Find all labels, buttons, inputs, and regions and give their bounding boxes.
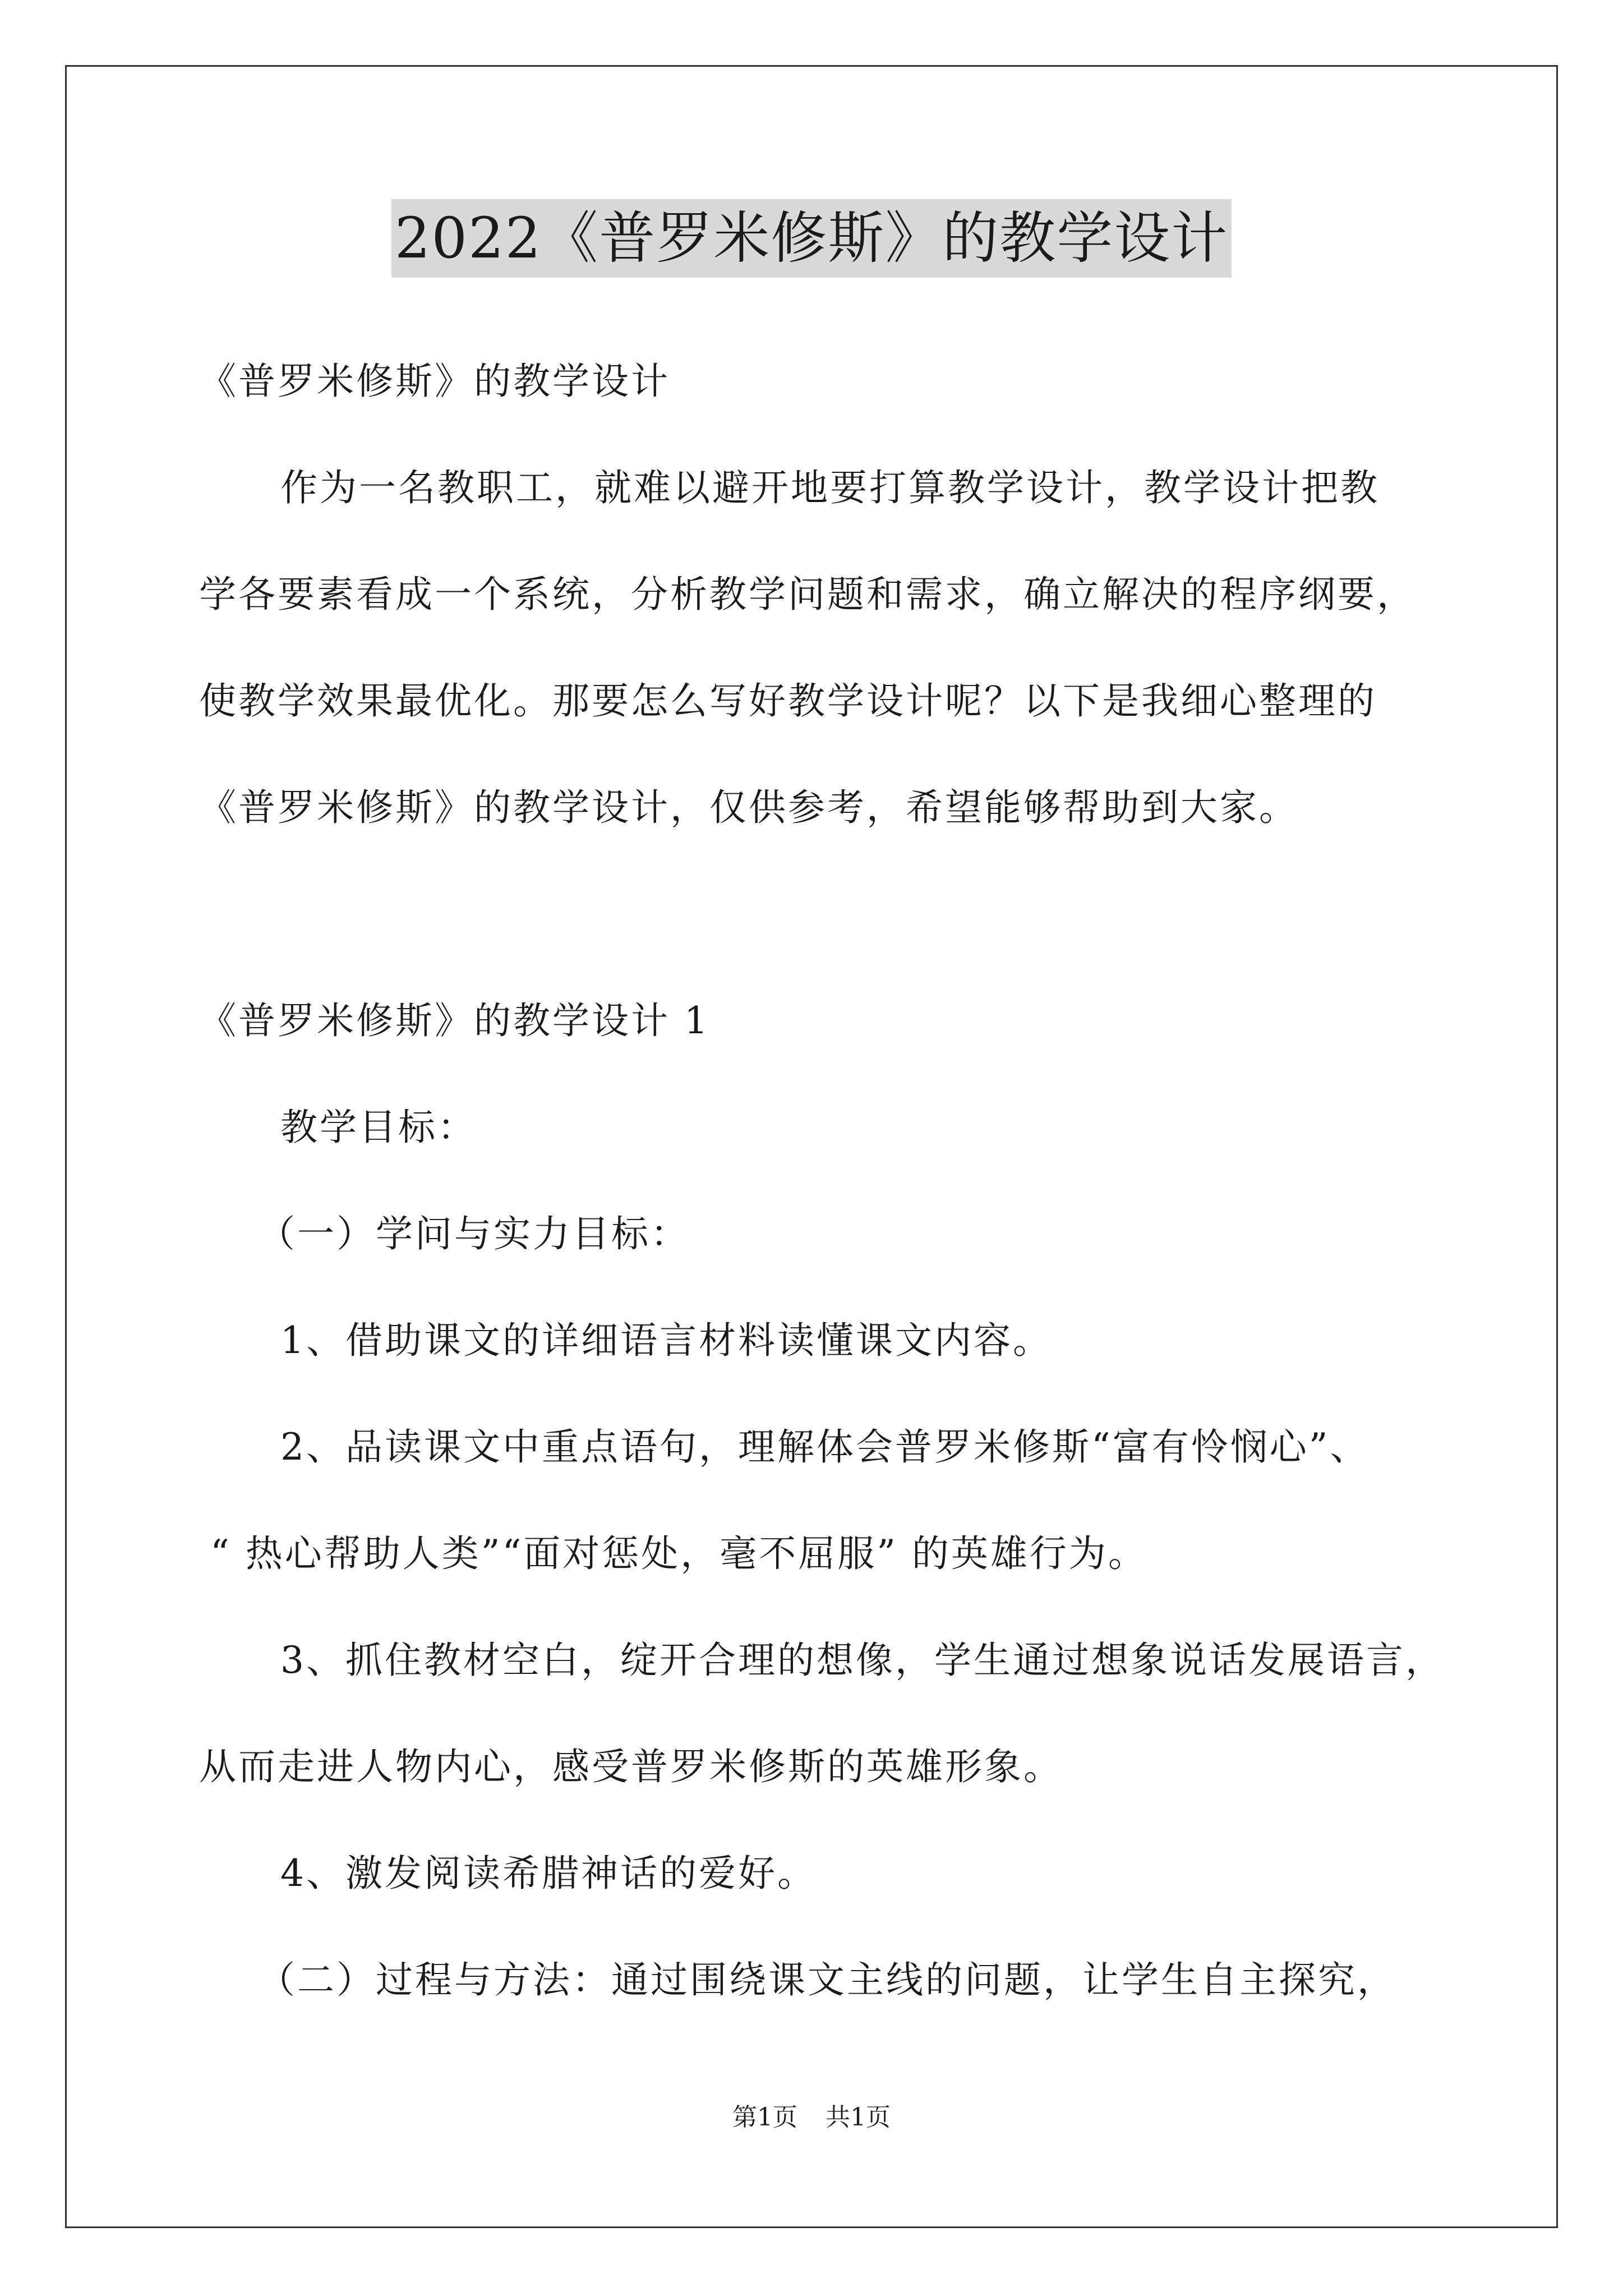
paragraph-line: 4、激发阅读希腊神话的爱好。 [280,1852,817,1895]
paragraph-line: 学各要素看成一个系统，分析教学问题和需求，确立解决的程序纲要， [199,573,1416,616]
paragraph-line: 3、抓住教材空白，绽开合理的想像，学生通过想象说话发展语言， [280,1639,1445,1682]
paragraph-line: “ 热心帮助人类”“面对惩处，毫不屈服” 的英雄行为。 [210,1532,1147,1575]
page-total: 共1页 [826,2103,891,2132]
paragraph-line: 教学目标： [280,1106,477,1149]
paragraph-line: 1、借助课文的详细语言材料读懂课文内容。 [280,1319,1052,1362]
paragraph-line: 2、品读课文中重点语句，理解体会普罗米修斯“富有怜悯心”、 [280,1425,1370,1469]
page-footer [0,2101,1623,2134]
paragraph-line: 使教学效果最优化。那要怎么写好教学设计呢？以下是我细心整理的 [199,679,1377,723]
document-title: 2022《普罗米修斯》的教学设计 [391,199,1232,278]
section-heading: 《普罗米修斯》的教学设计 1 [199,999,710,1042]
page-number: 第1页 [732,2103,797,2132]
paragraph-line: 作为一名教职工，就难以避开地要打算教学设计，教学设计把教 [280,466,1380,509]
paragraph-line: 从而走进人物内心，感受普罗米修斯的英雄形象。 [199,1745,1063,1788]
subtitle-line: 《普罗米修斯》的教学设计 [199,360,670,403]
paragraph-line: （二）过程与方法：通过围绕课文主线的问题，让学生自主探究， [258,1958,1396,2001]
paragraph-line: 《普罗米修斯》的教学设计，仅供参考，希望能够帮助到大家。 [199,786,1298,829]
title-container [0,199,1623,278]
paragraph-line: （一）学问与实力目标： [258,1212,690,1255]
